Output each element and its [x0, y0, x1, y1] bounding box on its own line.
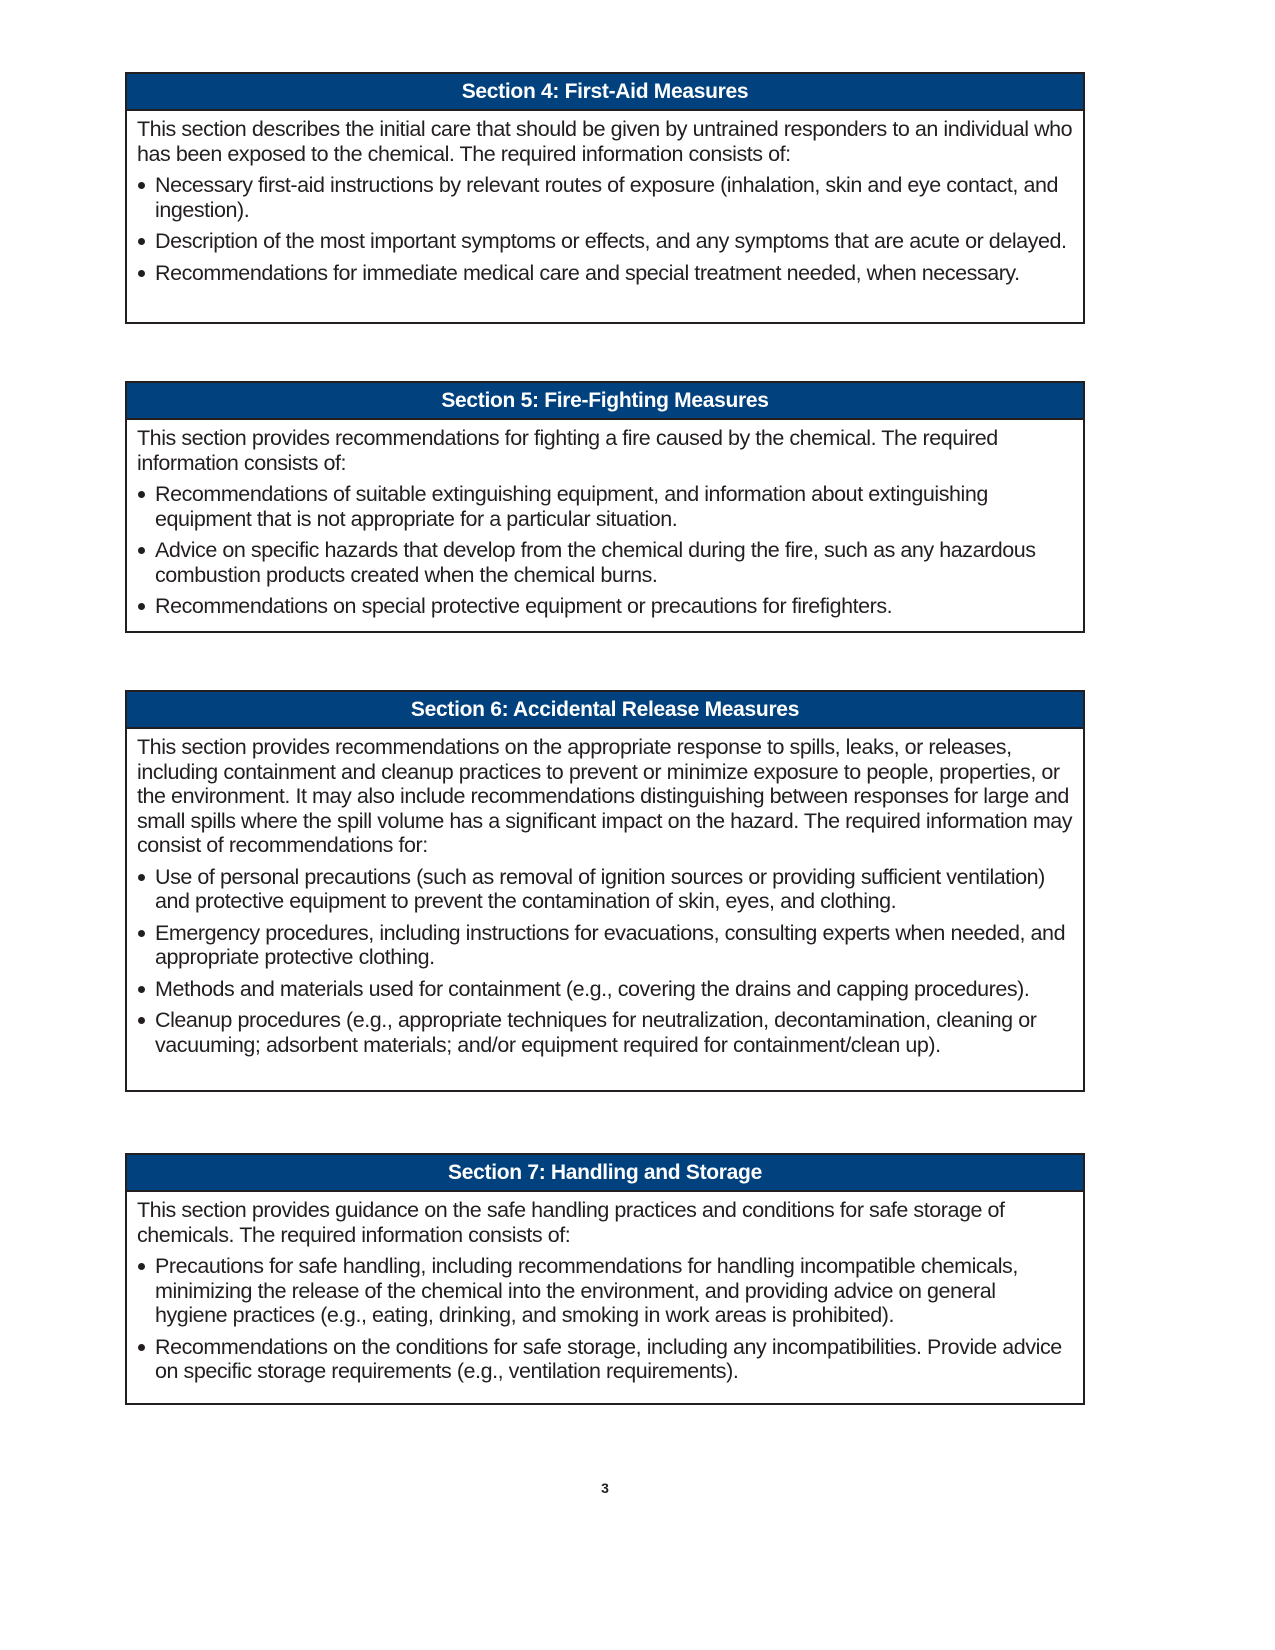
section-4-box — [125, 72, 1085, 324]
bullet-list — [137, 173, 1073, 285]
section-5-box — [125, 381, 1085, 633]
section-intro: This section provides recommendations for fighting a fire caused by the chemical. The required information consists of: — [137, 426, 998, 475]
page-number: 3 — [601, 1480, 609, 1496]
section-intro: This section describes the initial care that should be given by untrained responders to an individual who has been exposed to the chemical. The required information consists of: — [137, 117, 1073, 166]
section-7-box — [125, 1153, 1085, 1405]
list-item: Use of personal precautions (such as removal of ignition sources or providing sufficient ventilation) and protective equipment to prevent the contamination of skin, eyes, and clothing. — [137, 865, 1073, 914]
section-intro: This section provides recommendations on the appropriate response to spills, leaks, or releases, including containment and cleanup practices to prevent or minimize exposure to people, properties, or the environment. It may also include recommendations distinguishing between responses for large and small spills where the spill volume has a significant impact on the hazard. The required information may consist of recommendations for: — [137, 735, 1073, 857]
list-item: Cleanup procedures (e.g., appropriate techniques for neutralization, decontamination, cleaning or vacuuming; adsorbent materials; and/or equipment required for containment/clean up). — [137, 1008, 1073, 1057]
list-item: Description of the most important symptoms or effects, and any symptoms that are acute or delayed. — [137, 229, 1073, 254]
section-6-box — [125, 690, 1085, 1092]
bullet-list — [137, 482, 1073, 619]
section-title: Section 6: Accidental Release Measures — [127, 692, 1083, 729]
bullet-list — [137, 865, 1073, 1058]
list-item: Precautions for safe handling, including recommendations for handling incompatible chemicals, minimizing the release of the chemical into the environment, and providing advice on general hygiene practices (e.g., eating, drinking, and smoking in work areas is prohibited). — [137, 1254, 1073, 1328]
section-title: Section 5: Fire-Fighting Measures — [127, 383, 1083, 420]
list-item: Recommendations for immediate medical care and special treatment needed, when necessary. — [137, 261, 1073, 286]
section-title: Section 7: Handling and Storage — [127, 1155, 1083, 1192]
list-item: Emergency procedures, including instructions for evacuations, consulting experts when needed, and appropriate protective clothing. — [137, 921, 1073, 970]
list-item: Necessary first-aid instructions by relevant routes of exposure (inhalation, skin and eye contact, and ingestion). — [137, 173, 1073, 222]
section-title: Section 4: First-Aid Measures — [127, 74, 1083, 111]
section-intro: This section provides guidance on the safe handling practices and conditions for safe storage of chemicals. The required information consists of: — [137, 1198, 1005, 1247]
list-item: Recommendations on the conditions for safe storage, including any incompatibilities. Provide advice on specific storage requirements (e.g., ventilation requirements). — [137, 1335, 1073, 1384]
list-item: Recommendations of suitable extinguishing equipment, and information about extinguishing equipment that is not appropriate for a particular situation. — [137, 482, 1073, 531]
bullet-list — [137, 1254, 1073, 1384]
list-item: Methods and materials used for containment (e.g., covering the drains and capping procedures). — [137, 977, 1073, 1002]
list-item: Advice on specific hazards that develop from the chemical during the fire, such as any hazardous combustion products created when the chemical burns. — [137, 538, 1073, 587]
list-item: Recommendations on special protective equipment or precautions for firefighters. — [137, 594, 1073, 619]
